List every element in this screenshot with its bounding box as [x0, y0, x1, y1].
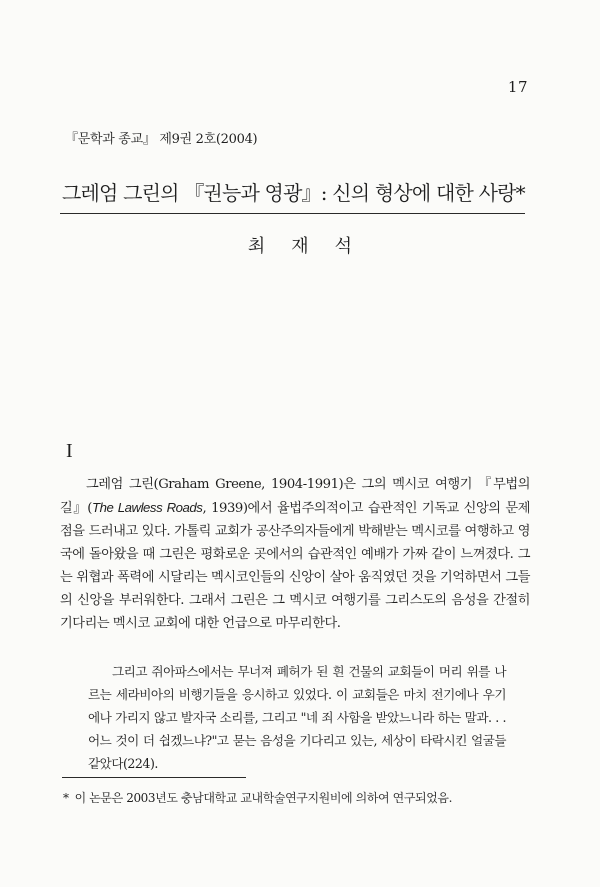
body-text-part1: 그레엄 그린(Graham Greene, 1904-1991)은 그의 멕시코 여행기 『무법의 길』(	[60, 477, 530, 516]
footnote-text: 이 논문은 2003년도 충남대학교 교내학술연구지원비에 의하여 연구되었음.	[74, 791, 453, 805]
block-quote	[88, 660, 506, 775]
book-title-english: The Lawless Roads	[92, 500, 203, 515]
author-name: 최재석	[247, 236, 379, 257]
body-paragraph	[60, 473, 530, 635]
article-title: 그레엄 그린의 『권능과 영광』: 신의 형상에 대한 사랑*	[62, 181, 525, 205]
block-quote-text: 그리고 쥐아파스에서는 무너져 폐허가 된 흰 건물의 교회들이 머리 위를 나르는 세라비아의 비행기들을 응시하고 있었다. 이 교회들은 마치 전기에나 우기에나 가리지 않고 발자국 소리를, 그리고 "네 죄 사함을 받았느니라 하는 말과. . .어느 것이 더 쉽겠느냐?"고 묻는 음성을 기다리고 있는, 세상이 타락시킨 얼굴들 같았다(224).	[88, 664, 506, 771]
body-text-part2: , 1939)에서 율법주의적이고 습관적인 기독교 신앙의 문제점을 드러내고 있다. 가톨릭 교회가 공산주의자들에게 박해받는 멕시코를 여행하고 영국에 돌아왔을 때 그린은 평화로운 곳에서의 습관적인 예배가 가짜 같이 느껴졌다. 그는 위협과 폭력에 시달리는 멕시코인들의 신앙이 살아 움직였던 것을 기억하면서 그들의 신앙을 부러워한다. 그래서 그린은 그 멕시코 여행기를 그리스도의 음성을 간절히 기다리는 멕시코 교회에 대한 언급으로 마무리한다.	[60, 501, 530, 631]
footnote-marker: *	[63, 791, 69, 805]
footnote	[63, 789, 533, 806]
footnote-divider	[62, 777, 246, 778]
section-heading: I	[66, 440, 73, 462]
page-number: 17	[507, 78, 528, 96]
title-divider	[60, 213, 525, 214]
journal-header: 『문학과 종교』 제9권 2호(2004)	[65, 132, 258, 147]
